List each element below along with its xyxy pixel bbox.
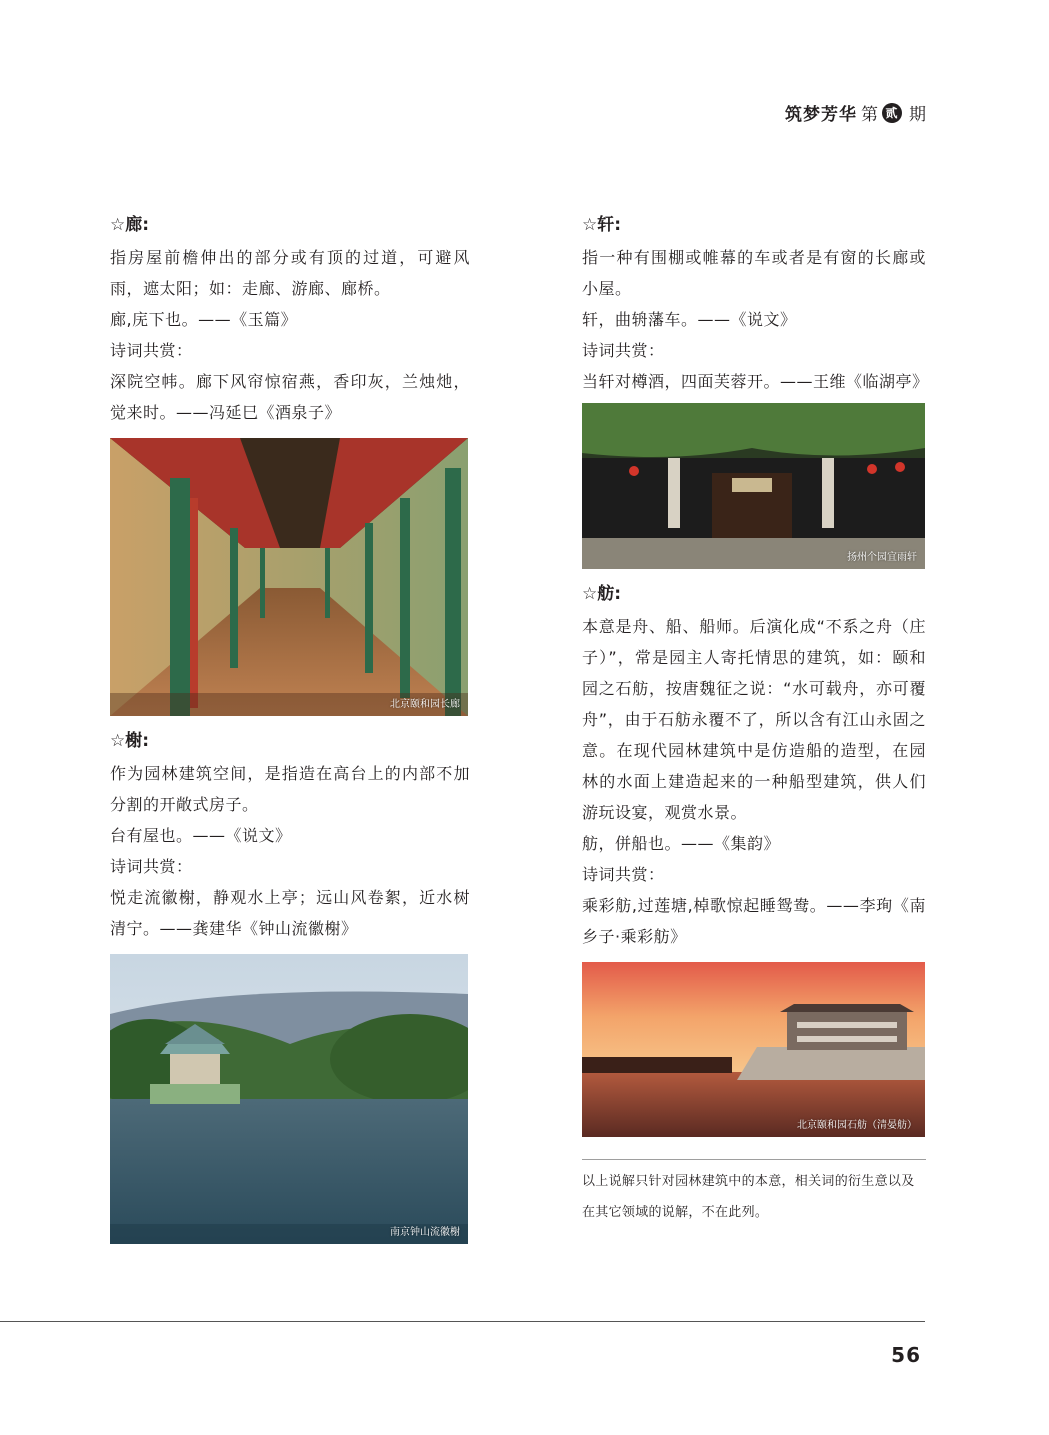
running-header	[785, 100, 927, 125]
definition-xuan: 指一种有围棚或帷幕的车或者是有窗的长廊或小屋。	[582, 248, 926, 298]
photo-caption-stone-boat: 北京颐和园石舫（清晏舫）	[797, 1120, 917, 1131]
poem-lang: 深院空帏。廊下风帘惊宿燕，香印灰，兰烛灺，觉来时。——冯延巳《酒泉子》	[110, 372, 470, 422]
corridor-image	[110, 438, 468, 716]
quote-xie: 台有屋也。——《说文》	[110, 826, 292, 845]
section-title-xie: ☆榭:	[110, 731, 150, 751]
photo-caption-corridor: 北京颐和园长廊	[390, 699, 460, 710]
stone-boat-image	[582, 962, 925, 1137]
photo-xuan	[582, 403, 925, 569]
issue-suffix: 期	[909, 105, 927, 125]
photo-stone-boat	[582, 962, 925, 1137]
poem-xie: 悦走流徽榭，静观水上亭；远山风卷絮，近水树清宁。——龚建华《钟山流徽榭》	[110, 888, 470, 938]
poem-xuan: 当轩对樽酒，四面芙蓉开。——王维《临湖亭》	[582, 372, 929, 391]
magazine-title: 筑梦芳华	[785, 105, 857, 125]
poem-label-xie: 诗词共赏：	[110, 857, 193, 876]
poem-label-lang: 诗词共赏：	[110, 341, 193, 360]
definition-lang: 指房屋前檐伸出的部分或有顶的过道，可避风雨，遮太阳；如：走廊、游廊、廊桥。	[110, 248, 470, 298]
poem-label-fang: 诗词共赏：	[582, 865, 665, 884]
quote-fang: 舫，併船也。——《集韵》	[582, 834, 781, 853]
issue-prefix: 第	[861, 105, 879, 125]
footer-divider	[0, 1321, 925, 1322]
photo-corridor	[110, 438, 468, 716]
quote-lang: 廊,庑下也。——《玉篇》	[110, 310, 298, 329]
section-title-lang: ☆廊:	[110, 215, 150, 235]
poem-fang: 乘彩舫,过莲塘,棹歌惊起睡鸳鸯。——李珣《南乡子·乘彩舫》	[582, 896, 926, 946]
pavilion-image	[110, 954, 468, 1244]
photo-caption-pavilion: 南京钟山流徽榭	[390, 1227, 460, 1238]
footnote: 以上说解只针对园林建筑中的本意，相关词的衍生意以及在其它领域的说解，不在此列。	[582, 1174, 915, 1220]
left-column	[110, 212, 470, 1256]
definition-fang: 本意是舟、船、船师。后演化成“不系之舟（庄子）”，常是园主人寄托情思的建筑，如：颐和园之石舫，按唐魏征之说：“水可载舟，亦可覆舟”，由于石舫永覆不了，所以含有江山永固之意。在现代园林建筑中是仿造船的造型，在园林的水面上建造起来的一种船型建筑，供人们游玩设宴，观赏水景。	[582, 617, 926, 822]
issue-number-badge: 贰	[882, 103, 902, 123]
right-column	[582, 212, 929, 1228]
definition-xie: 作为园林建筑空间，是指造在高台上的内部不加分割的开敞式房子。	[110, 764, 470, 814]
section-title-fang: ☆舫:	[582, 584, 622, 604]
section-title-xuan: ☆轩:	[582, 215, 622, 235]
photo-pavilion	[110, 954, 468, 1244]
quote-xuan: 轩，曲辀藩车。——《说文》	[582, 310, 797, 329]
page-number: 56	[891, 1343, 921, 1367]
note-divider	[582, 1159, 926, 1160]
xuan-image	[582, 403, 925, 569]
photo-caption-xuan: 扬州个园宜雨轩	[847, 552, 917, 563]
poem-label-xuan: 诗词共赏：	[582, 341, 665, 360]
